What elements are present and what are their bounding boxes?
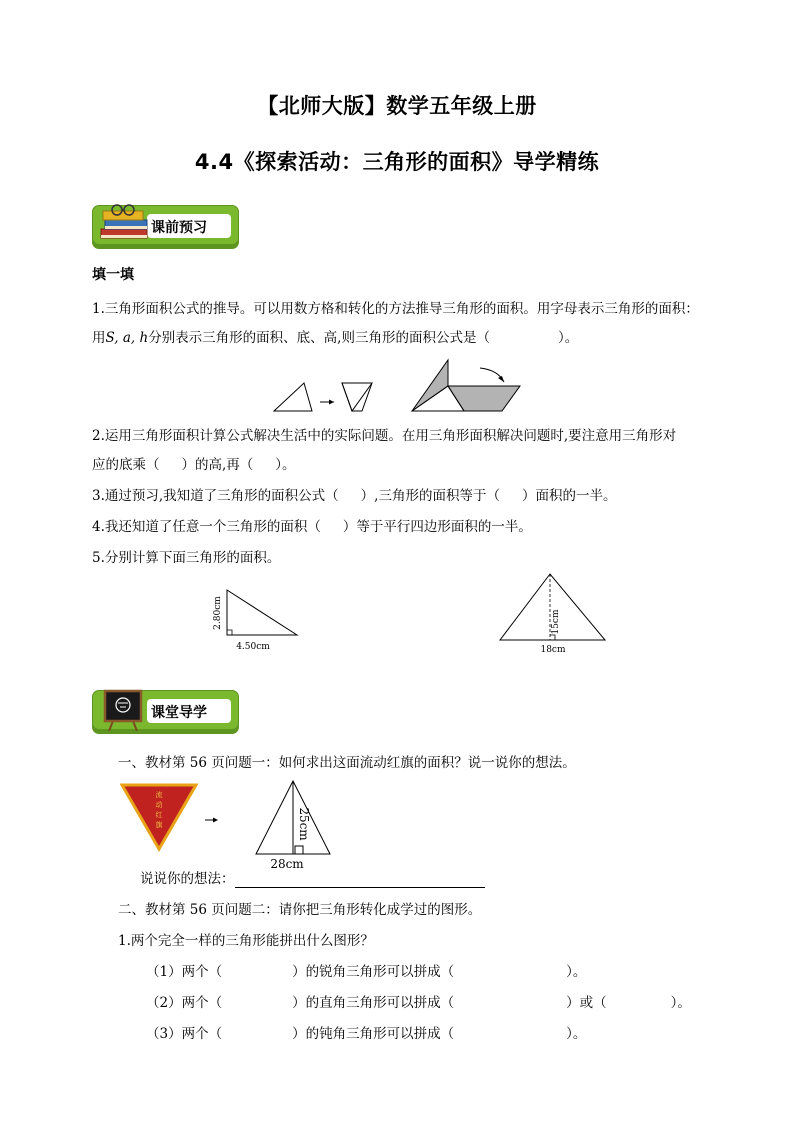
right-triangle-base: 18cm — [540, 645, 566, 655]
q2-text-b: ）的高,再（ — [181, 457, 254, 473]
think-label: 说说你的想法： — [140, 871, 235, 887]
right-triangle-figure — [205, 585, 315, 655]
q3-text-c: ）面积的一半。 — [521, 488, 617, 504]
sub3-line — [146, 1025, 586, 1043]
flag-height-label: 25cm — [297, 807, 311, 841]
sub2-text-b: ）的直角三角形可以拼成（ — [292, 995, 455, 1011]
q4-line — [92, 518, 532, 536]
flag-triangle-figure — [252, 778, 334, 873]
q1-vars: S, a, h — [105, 330, 149, 346]
triangle-transform-figure — [268, 356, 528, 418]
flag-base-label: 28cm — [270, 857, 304, 871]
sub2-text-c: ）或（ — [566, 995, 607, 1011]
flag-char-2: 动 — [155, 801, 163, 809]
part2-line: 二、教材第 56 页问题二：请你把三角形转化成学过的图形。 — [118, 902, 482, 918]
think-answer-line[interactable] — [235, 873, 485, 888]
q3-text-b: ）,三角形的面积等于（ — [360, 488, 500, 504]
right-triangle-height: 15cm — [551, 609, 561, 635]
sub1-text-a: （1）两个（ — [146, 964, 223, 980]
page-title: 【北师大版】数学五年级上册 — [257, 94, 537, 118]
q3-text-a: 3.通过预习,我知道了三角形的面积公式（ — [92, 488, 339, 504]
part1-line: 一、教材第 56 页问题一：如何求出这面流动红旗的面积？说一说你的想法。 — [118, 755, 576, 771]
think-line — [140, 870, 485, 888]
sub3-text-b: ）的钝角三角形可以拼成（ — [292, 1026, 455, 1042]
q1-line1: 1.三角形面积公式的推导。可以用数方格和转化的方法推导三角形的面积。用字母表示三角形的面积： — [92, 301, 699, 317]
sub3-text-a: （3）两个（ — [146, 1026, 223, 1042]
q1-text-c: ）。 — [557, 330, 579, 346]
q2-text-c: ）。 — [275, 457, 296, 473]
section-badge-preview — [92, 205, 239, 249]
blackboard-icon — [103, 689, 143, 731]
sub2-text-d: ）。 — [670, 995, 691, 1011]
q1-text-b: 分别表示三角形的面积、底、高,则三角形的面积公式是（ — [148, 330, 490, 346]
sub1-line — [146, 963, 586, 981]
red-flag-image — [120, 783, 200, 853]
q2-line1: 2.运用三角形面积计算公式解决生活中的实际问题。在用三角形面积解决问题时,要注意用三角形对 — [92, 428, 677, 444]
flag-char-1: 流 — [155, 791, 163, 799]
part2-question: 1.两个完全一样的三角形能拼出什么图形？ — [118, 933, 374, 949]
sub1-text-c: ）。 — [566, 964, 587, 980]
sub2-line — [146, 994, 691, 1012]
sub1-text-b: ）的锐角三角形可以拼成（ — [292, 964, 455, 980]
q3-line — [92, 487, 616, 505]
section-label: 课前预习 — [151, 220, 207, 236]
q4-text-a: 4.我还知道了任意一个三角形的面积（ — [92, 519, 321, 535]
section-badge-classroom — [92, 690, 239, 734]
q1-text-a: 用 — [92, 330, 106, 346]
q2-text-a: 应的底乘（ — [92, 457, 160, 473]
q1-line2 — [92, 329, 578, 347]
books-icon — [97, 199, 155, 249]
fill-heading: 填一填 — [92, 267, 134, 283]
left-triangle-height: 2.80cm — [213, 596, 223, 630]
q2-line2 — [92, 456, 296, 474]
flag-char-4: 旗 — [155, 821, 163, 829]
flag-char-3: 红 — [155, 811, 163, 819]
section-label: 课堂导学 — [151, 705, 207, 721]
isosceles-triangle-figure — [495, 570, 610, 658]
page-subtitle: 4.4《探索活动：三角形的面积》导学精练 — [194, 150, 600, 174]
q4-text-b: ）等于平行四边形面积的一半。 — [342, 519, 532, 535]
arrow-right-icon — [204, 815, 220, 825]
q5-line: 5.分别计算下面三角形的面积。 — [92, 550, 281, 566]
sub3-text-c: ）。 — [566, 1026, 587, 1042]
left-triangle-base: 4.50cm — [236, 642, 270, 652]
sub2-text-a: （2）两个（ — [146, 995, 223, 1011]
